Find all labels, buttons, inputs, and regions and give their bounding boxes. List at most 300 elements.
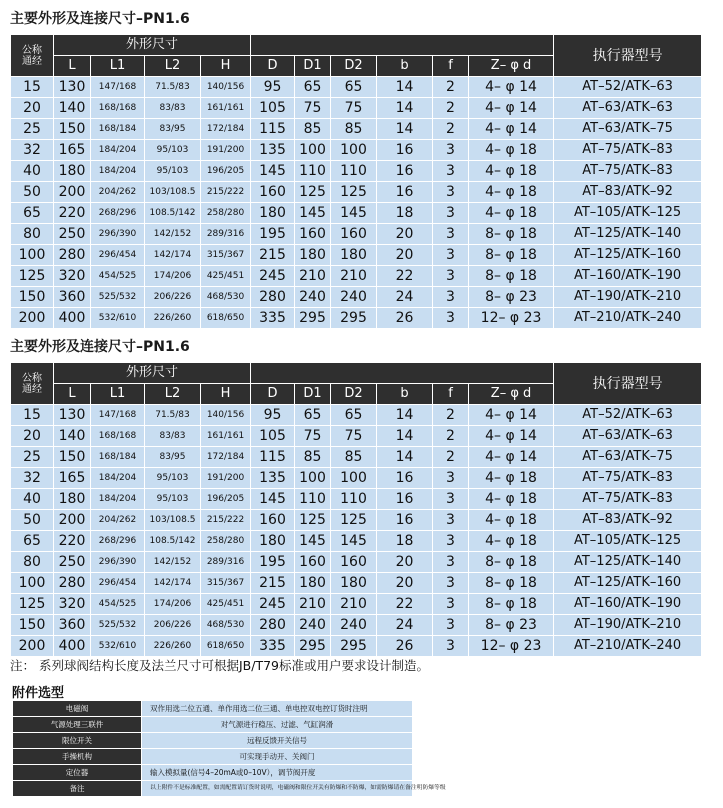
table-cell: 147/168 [91, 405, 145, 426]
footnote: 注： 系列球阀结构长度及法兰尺寸可根据JB/T79标准或用户要求设计制造。 [10, 658, 429, 673]
table-cell: 145 [331, 203, 377, 224]
actuator-cell: AT–160/ATK–190 [554, 266, 702, 287]
table-cell: 145 [295, 531, 331, 552]
table-cell: 195 [251, 224, 295, 245]
table-cell: 268/296 [91, 531, 145, 552]
table-cell: 125 [11, 266, 54, 287]
table-cell: 160 [251, 510, 295, 531]
table-cell: 400 [54, 308, 91, 329]
actuator-cell: AT–63/ATK–63 [554, 98, 702, 119]
table-cell: 165 [54, 140, 91, 161]
table-cell: 4– φ 18 [469, 182, 554, 203]
table-cell: 26 [377, 308, 433, 329]
table-cell: 75 [295, 98, 331, 119]
table-cell: 65 [331, 405, 377, 426]
table-cell: 4– φ 14 [469, 447, 554, 468]
column-header: D1 [295, 56, 331, 77]
accessory-description: 以上附件不是标准配置，如需配置请订货时说明，电磁阀和限位开关有防爆和不防爆，如需防爆请在备注明防爆等级 [142, 781, 413, 797]
table-cell: 110 [331, 161, 377, 182]
header-nominal-diameter: 公称 通经 [11, 35, 54, 77]
table-cell: 3 [433, 245, 469, 266]
table-cell: 184/204 [91, 161, 145, 182]
table-cell: 525/532 [91, 287, 145, 308]
table-cell: 215/222 [201, 510, 251, 531]
column-header: L1 [91, 56, 145, 77]
column-header: L [54, 384, 91, 405]
table-cell: 108.5/142 [145, 531, 201, 552]
table-row [11, 405, 702, 426]
actuator-cell: AT–210/ATK–240 [554, 636, 702, 657]
table-cell: 180 [251, 203, 295, 224]
table-cell: 130 [54, 405, 91, 426]
table-cell: 115 [251, 119, 295, 140]
column-header: D [251, 56, 295, 77]
table-cell: 83/95 [145, 447, 201, 468]
table-cell: 8– φ 18 [469, 266, 554, 287]
table-cell: 18 [377, 203, 433, 224]
accessory-row [13, 749, 413, 765]
table-row [11, 224, 702, 245]
table-cell: 2 [433, 119, 469, 140]
table-cell: 215/222 [201, 182, 251, 203]
table-cell: 160 [251, 182, 295, 203]
table-cell: 3 [433, 468, 469, 489]
table-row [11, 287, 702, 308]
header-actuator-model: 执行器型号 [554, 35, 702, 77]
actuator-cell: AT–105/ATK–125 [554, 203, 702, 224]
table-cell: 100 [11, 573, 54, 594]
table-cell: 184/204 [91, 489, 145, 510]
table-cell: 125 [11, 594, 54, 615]
table-cell: 105 [251, 426, 295, 447]
table-cell: 295 [295, 308, 331, 329]
table-cell: 4– φ 14 [469, 405, 554, 426]
table-cell: 240 [331, 287, 377, 308]
table-cell: 2 [433, 426, 469, 447]
table-cell: 135 [251, 140, 295, 161]
table-cell: 226/260 [145, 636, 201, 657]
accessory-row [13, 733, 413, 749]
table-cell: 142/152 [145, 552, 201, 573]
table-cell: 168/168 [91, 98, 145, 119]
table-cell: 295 [295, 636, 331, 657]
table-cell: 2 [433, 447, 469, 468]
actuator-cell: AT–125/ATK–160 [554, 573, 702, 594]
table-cell: 180 [331, 245, 377, 266]
column-header: L1 [91, 384, 145, 405]
table-cell: 226/260 [145, 308, 201, 329]
accessory-description: 双作用选二位五通、单作用选二位三通、单电控双电控订货时注明 [142, 701, 413, 717]
actuator-cell: AT–75/ATK–83 [554, 140, 702, 161]
table-cell: 95/103 [145, 489, 201, 510]
table-cell: 83/83 [145, 98, 201, 119]
header-nominal-diameter: 公称 通经 [11, 363, 54, 405]
table-cell: 110 [331, 489, 377, 510]
table-cell: 3 [433, 224, 469, 245]
table-cell: 296/454 [91, 573, 145, 594]
table-cell: 65 [11, 531, 54, 552]
table-cell: 3 [433, 161, 469, 182]
accessory-name: 气源处理三联件 [13, 717, 142, 733]
accessory-description: 可实现手动开、关阀门 [142, 749, 413, 765]
table-cell: 145 [331, 531, 377, 552]
table-cell: 180 [331, 573, 377, 594]
table-row [11, 615, 702, 636]
table-cell: 108.5/142 [145, 203, 201, 224]
table-cell: 525/532 [91, 615, 145, 636]
spec-table-1 [10, 34, 702, 329]
table-cell: 4– φ 14 [469, 119, 554, 140]
table-cell: 532/610 [91, 636, 145, 657]
table-cell: 142/174 [145, 573, 201, 594]
accessory-name: 手操机构 [13, 749, 142, 765]
table-row [11, 77, 702, 98]
table-cell: 3 [433, 203, 469, 224]
column-header: D2 [331, 56, 377, 77]
table-cell: 32 [11, 468, 54, 489]
actuator-cell: AT–63/ATK–75 [554, 447, 702, 468]
table-cell: 24 [377, 287, 433, 308]
table-cell: 20 [377, 552, 433, 573]
table-cell: 245 [251, 266, 295, 287]
actuator-cell: AT–125/ATK–160 [554, 245, 702, 266]
accessory-name: 电磁阀 [13, 701, 142, 717]
table-cell: 468/530 [201, 287, 251, 308]
table-row [11, 447, 702, 468]
table-row [11, 140, 702, 161]
table-cell: 3 [433, 287, 469, 308]
table-cell: 8– φ 18 [469, 552, 554, 573]
table-row [11, 489, 702, 510]
column-header: Z– φ d [469, 56, 554, 77]
column-header: b [377, 56, 433, 77]
table-cell: 147/168 [91, 77, 145, 98]
table-cell: 2 [433, 405, 469, 426]
table-cell: 180 [54, 489, 91, 510]
table-cell: 115 [251, 447, 295, 468]
table-cell: 25 [11, 119, 54, 140]
table-cell: 95 [251, 405, 295, 426]
table-cell: 295 [331, 308, 377, 329]
table-cell: 250 [54, 224, 91, 245]
table-cell: 150 [54, 119, 91, 140]
table-cell: 160 [331, 224, 377, 245]
table-cell: 140/156 [201, 77, 251, 98]
column-header: f [433, 56, 469, 77]
table-cell: 125 [331, 510, 377, 531]
actuator-cell: AT–63/ATK–63 [554, 426, 702, 447]
table-cell: 200 [54, 510, 91, 531]
table-cell: 4– φ 18 [469, 161, 554, 182]
table-cell: 240 [295, 287, 331, 308]
table-cell: 8– φ 18 [469, 245, 554, 266]
table-cell: 174/206 [145, 594, 201, 615]
column-header: H [201, 56, 251, 77]
table-cell: 4– φ 14 [469, 426, 554, 447]
table-cell: 196/205 [201, 161, 251, 182]
accessory-description: 远程反馈开关信号 [142, 733, 413, 749]
table-cell: 75 [331, 426, 377, 447]
table-cell: 250 [54, 552, 91, 573]
accessory-name: 定位器 [13, 765, 142, 781]
actuator-cell: AT–125/ATK–140 [554, 552, 702, 573]
table-cell: 206/226 [145, 615, 201, 636]
table-cell: 240 [331, 615, 377, 636]
accessory-description: 对气源进行稳压、过滤、气缸润滑 [142, 717, 413, 733]
table-cell: 280 [54, 573, 91, 594]
table-cell: 3 [433, 552, 469, 573]
column-header: b [377, 384, 433, 405]
table-cell: 145 [295, 203, 331, 224]
accessory-description: 输入模拟量(信号4–20mA或0–10V），调节阀开度 [142, 765, 413, 781]
table-cell: 50 [11, 182, 54, 203]
actuator-cell: AT–83/ATK–92 [554, 510, 702, 531]
table-cell: 160 [295, 224, 331, 245]
table-cell: 95/103 [145, 161, 201, 182]
actuator-cell: AT–210/ATK–240 [554, 308, 702, 329]
table-cell: 200 [11, 636, 54, 657]
table-cell: 161/161 [201, 426, 251, 447]
table-row [11, 636, 702, 657]
table-cell: 3 [433, 510, 469, 531]
table-cell: 130 [54, 77, 91, 98]
table-cell: 196/205 [201, 489, 251, 510]
table-cell: 80 [11, 224, 54, 245]
table-cell: 2 [433, 77, 469, 98]
table-row [11, 426, 702, 447]
table-cell: 220 [54, 203, 91, 224]
table-cell: 172/184 [201, 119, 251, 140]
actuator-cell: AT–75/ATK–83 [554, 161, 702, 182]
table-cell: 280 [251, 615, 295, 636]
table-row [11, 510, 702, 531]
table-cell: 240 [295, 615, 331, 636]
table-cell: 71.5/83 [145, 405, 201, 426]
table-cell: 206/226 [145, 287, 201, 308]
table-cell: 100 [295, 140, 331, 161]
table-cell: 3 [433, 615, 469, 636]
header-flange-group [251, 363, 554, 384]
table-cell: 16 [377, 140, 433, 161]
accessory-row [13, 701, 413, 717]
table-cell: 618/650 [201, 308, 251, 329]
table-cell: 296/390 [91, 224, 145, 245]
table-row [11, 203, 702, 224]
table-cell: 320 [54, 266, 91, 287]
table-row [11, 182, 702, 203]
table-cell: 360 [54, 287, 91, 308]
table-cell: 296/454 [91, 245, 145, 266]
table-cell: 161/161 [201, 98, 251, 119]
column-header: D [251, 384, 295, 405]
table-cell: 140/156 [201, 405, 251, 426]
table-cell: 4– φ 18 [469, 489, 554, 510]
table-cell: 210 [331, 266, 377, 287]
actuator-cell: AT–190/ATK–210 [554, 287, 702, 308]
table-cell: 8– φ 18 [469, 224, 554, 245]
table-cell: 105 [251, 98, 295, 119]
actuator-cell: AT–83/ATK–92 [554, 182, 702, 203]
table-cell: 204/262 [91, 510, 145, 531]
accessories-table [12, 700, 446, 797]
table-cell: 204/262 [91, 182, 145, 203]
table-cell: 14 [377, 119, 433, 140]
table-cell: 174/206 [145, 266, 201, 287]
table-cell: 425/451 [201, 266, 251, 287]
table-cell: 95 [251, 77, 295, 98]
table-cell: 165 [54, 468, 91, 489]
spec-title-2: 主要外形及连接尺寸–PN1.6 [10, 339, 190, 355]
table-cell: 22 [377, 266, 433, 287]
table-row [11, 266, 702, 287]
table-cell: 16 [377, 489, 433, 510]
column-header: L [54, 56, 91, 77]
table-cell: 40 [11, 161, 54, 182]
table-cell: 12– φ 23 [469, 636, 554, 657]
table-cell: 468/530 [201, 615, 251, 636]
table-cell: 40 [11, 489, 54, 510]
table-cell: 135 [251, 468, 295, 489]
table-cell: 258/280 [201, 203, 251, 224]
table-cell: 195 [251, 552, 295, 573]
table-cell: 71.5/83 [145, 77, 201, 98]
table-cell: 191/200 [201, 468, 251, 489]
actuator-cell: AT–75/ATK–83 [554, 489, 702, 510]
actuator-cell: AT–63/ATK–75 [554, 119, 702, 140]
table-cell: 25 [11, 447, 54, 468]
table-cell: 85 [331, 447, 377, 468]
accessory-row [13, 717, 413, 733]
table-cell: 14 [377, 405, 433, 426]
table-cell: 4– φ 14 [469, 77, 554, 98]
table-cell: 4– φ 18 [469, 510, 554, 531]
table-cell: 16 [377, 468, 433, 489]
actuator-cell: AT–75/ATK–83 [554, 468, 702, 489]
table-cell: 3 [433, 308, 469, 329]
table-cell: 180 [54, 161, 91, 182]
table-cell: 100 [331, 468, 377, 489]
table-row [11, 594, 702, 615]
accessory-name: 备注 [13, 781, 142, 797]
table-cell: 14 [377, 447, 433, 468]
table-cell: 289/316 [201, 224, 251, 245]
table-row [11, 573, 702, 594]
table-cell: 191/200 [201, 140, 251, 161]
table-row [11, 468, 702, 489]
table-cell: 50 [11, 510, 54, 531]
table-cell: 85 [295, 447, 331, 468]
table-cell: 18 [377, 531, 433, 552]
table-cell: 83/83 [145, 426, 201, 447]
table-cell: 532/610 [91, 308, 145, 329]
table-cell: 80 [11, 552, 54, 573]
table-row [11, 552, 702, 573]
accessory-name: 限位开关 [13, 733, 142, 749]
header-actuator-model: 执行器型号 [554, 363, 702, 405]
table-cell: 8– φ 18 [469, 594, 554, 615]
table-cell: 258/280 [201, 531, 251, 552]
table-cell: 150 [11, 615, 54, 636]
table-cell: 125 [295, 510, 331, 531]
spec-title-1: 主要外形及连接尺寸–PN1.6 [10, 11, 190, 27]
table-cell: 14 [377, 98, 433, 119]
table-cell: 180 [295, 245, 331, 266]
table-cell: 3 [433, 140, 469, 161]
table-cell: 172/184 [201, 447, 251, 468]
table-cell: 280 [54, 245, 91, 266]
table-cell: 100 [11, 245, 54, 266]
table-cell: 425/451 [201, 594, 251, 615]
table-cell: 125 [295, 182, 331, 203]
table-cell: 12– φ 23 [469, 308, 554, 329]
table-cell: 315/367 [201, 245, 251, 266]
table-cell: 210 [295, 266, 331, 287]
table-cell: 103/108.5 [145, 182, 201, 203]
table-cell: 65 [295, 77, 331, 98]
header-outline-dimensions: 外形尺寸 [54, 35, 251, 56]
table-cell: 75 [331, 98, 377, 119]
accessory-row [13, 765, 413, 781]
table-cell: 454/525 [91, 266, 145, 287]
table-cell: 200 [54, 182, 91, 203]
table-cell: 2 [433, 98, 469, 119]
table-cell: 335 [251, 308, 295, 329]
table-row [11, 245, 702, 266]
table-cell: 280 [251, 287, 295, 308]
table-cell: 168/184 [91, 119, 145, 140]
table-cell: 20 [377, 224, 433, 245]
table-cell: 184/204 [91, 468, 145, 489]
table-row [11, 98, 702, 119]
table-cell: 184/204 [91, 140, 145, 161]
table-cell: 3 [433, 636, 469, 657]
table-cell: 220 [54, 531, 91, 552]
table-cell: 180 [295, 573, 331, 594]
table-cell: 20 [11, 98, 54, 119]
table-cell: 150 [54, 447, 91, 468]
spec-table-2 [10, 362, 702, 657]
table-cell: 26 [377, 636, 433, 657]
table-cell: 4– φ 18 [469, 468, 554, 489]
table-cell: 289/316 [201, 552, 251, 573]
actuator-cell: AT–52/ATK–63 [554, 77, 702, 98]
table-cell: 3 [433, 182, 469, 203]
table-cell: 210 [295, 594, 331, 615]
table-cell: 245 [251, 594, 295, 615]
table-cell: 320 [54, 594, 91, 615]
table-cell: 75 [295, 426, 331, 447]
table-cell: 95/103 [145, 468, 201, 489]
table-cell: 3 [433, 594, 469, 615]
column-header: D2 [331, 384, 377, 405]
table-cell: 215 [251, 245, 295, 266]
table-cell: 20 [377, 573, 433, 594]
table-row [11, 119, 702, 140]
table-cell: 168/168 [91, 426, 145, 447]
table-cell: 100 [295, 468, 331, 489]
table-cell: 103/108.5 [145, 510, 201, 531]
table-cell: 16 [377, 182, 433, 203]
table-cell: 360 [54, 615, 91, 636]
accessories-title: 附件选型 [12, 686, 65, 701]
table-cell: 85 [331, 119, 377, 140]
header-outline-dimensions: 外形尺寸 [54, 363, 251, 384]
table-cell: 180 [251, 531, 295, 552]
column-header: L2 [145, 384, 201, 405]
table-cell: 8– φ 23 [469, 287, 554, 308]
table-cell: 110 [295, 161, 331, 182]
table-cell: 160 [295, 552, 331, 573]
